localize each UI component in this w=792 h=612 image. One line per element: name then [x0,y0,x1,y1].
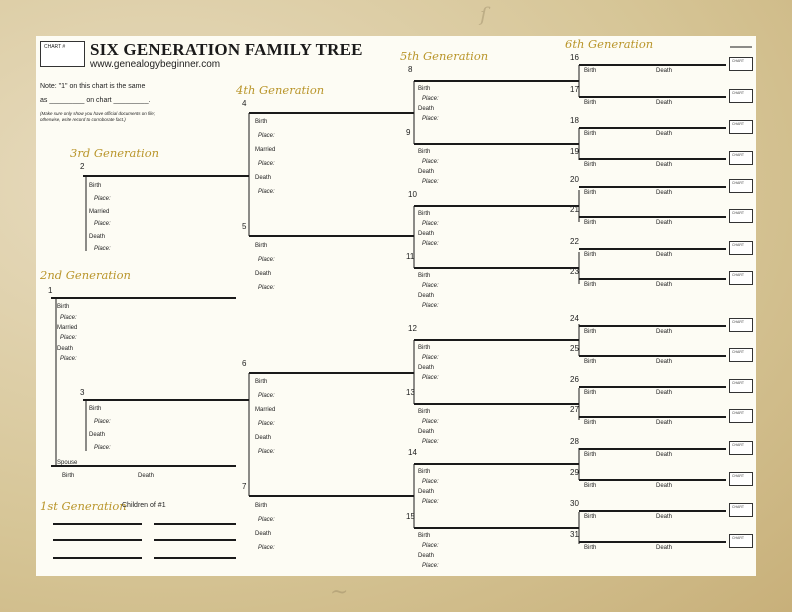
place-label: Place: [258,257,275,263]
death-label: Death [656,545,673,551]
person-number-31: 31 [570,530,579,539]
place-label: Place: [258,449,275,455]
place-label: Place: [258,161,275,167]
person-number-3: 3 [80,388,85,397]
person-number-1: 1 [48,286,53,295]
death-label: Death [255,531,272,537]
death-label: Death [418,429,435,435]
place-label: Place: [422,375,439,381]
place-label: Place: [422,283,439,289]
place-label: Place: [258,517,275,523]
place-label: Place: [422,96,439,102]
person-number-13: 13 [406,388,415,397]
chart-box-label: CHART [732,181,744,185]
death-label: Death [656,329,673,335]
place-label: Place: [94,445,111,451]
place-label: Place: [422,439,439,445]
death-label: Death [656,282,673,288]
continued-chart-box[interactable] [729,472,753,486]
birth-label: Birth [584,68,597,74]
place-label: Place: [60,356,77,362]
person-number-5: 5 [242,222,247,231]
place-label: Place: [422,241,439,247]
married-label: Married [89,209,110,215]
person-number-27: 27 [570,405,579,414]
place-label: Place: [422,419,439,425]
continued-chart-box[interactable] [729,120,753,134]
chart-box-label: CHART [732,122,744,126]
place-label: Place: [258,285,275,291]
death-label: Death [656,420,673,426]
continued-chart-box[interactable] [729,57,753,71]
death-label: Death [656,68,673,74]
birth-label: Birth [584,131,597,137]
chart-box-label: CHART [732,320,744,324]
person-number-26: 26 [570,375,579,384]
death-label: Death [89,234,106,240]
married-label: Married [255,147,276,153]
background-script: ~ [330,580,349,605]
birth-label: Birth [255,379,268,385]
death-label: Death [255,271,272,277]
birth-label: Birth [57,304,70,310]
person-number-18: 18 [570,116,579,125]
person-number-28: 28 [570,437,579,446]
chart-number-label: CHART # [44,44,66,50]
person-number-16: 16 [570,53,579,62]
birth-label: Birth [584,359,597,365]
chart-box-label: CHART [732,273,744,277]
death-label: Death [656,220,673,226]
place-label: Place: [94,419,111,425]
birth-label: Birth [584,329,597,335]
chart-box-label: CHART [732,411,744,415]
person-number-24: 24 [570,314,579,323]
website-text: www.genealogybeginner.com [90,59,221,70]
death-label: Death [418,293,435,299]
person-number-20: 20 [570,175,579,184]
person-number-21: 21 [570,205,579,214]
place-label: Place: [422,179,439,185]
continued-chart-box[interactable] [729,151,753,165]
place-label: Place: [94,246,111,252]
person-number-6: 6 [242,359,247,368]
continued-chart-box[interactable] [729,348,753,362]
chart-box-label: CHART [732,474,744,478]
birth-label: Birth [584,282,597,288]
note-fine-1: (Make sure only show you have official documents on file; [40,111,156,116]
generation-3-heading: 3rd Generation [70,146,160,160]
birth-label: Birth [62,473,75,479]
continued-chart-box[interactable] [729,318,753,332]
background-script: ſ [480,2,488,26]
person-number-2: 2 [80,162,85,171]
generation-5-heading: 5th Generation [400,49,489,63]
birth-label: Birth [584,100,597,106]
continued-chart-box[interactable] [729,409,753,423]
chart-box-label: CHART [732,243,744,247]
birth-label: Birth [584,220,597,226]
person-number-14: 14 [408,448,417,457]
place-label: Place: [422,221,439,227]
chart-box-label: CHART [732,443,744,447]
place-label: Place: [60,315,77,321]
family-tree-sheet [36,36,756,576]
continued-chart-box[interactable] [729,89,753,103]
place-label: Place: [422,116,439,122]
chart-box-label: CHART [732,91,744,95]
death-label: Death [418,106,435,112]
birth-label: Birth [584,190,597,196]
person-number-9: 9 [406,128,411,137]
place-label: Place: [422,563,439,569]
place-label: Place: [60,335,77,341]
place-label: Place: [422,303,439,309]
person-number-15: 15 [406,512,415,521]
birth-label: Birth [418,469,431,475]
death-label: Death [418,553,435,559]
generation-2-heading: 2nd Generation [40,268,131,282]
place-label: Place: [422,355,439,361]
death-label: Death [255,435,272,441]
continued-chart-box[interactable] [729,271,753,285]
death-label: Death [656,190,673,196]
birth-label: Birth [584,390,597,396]
birth-label: Birth [584,545,597,551]
married-label: Married [255,407,276,413]
place-label: Place: [258,133,275,139]
continued-chart-box[interactable] [729,209,753,223]
spouse-label: Spouse [57,460,78,466]
birth-label: Birth [255,503,268,509]
chart-box-label: CHART [732,536,744,540]
person-number-19: 19 [570,147,579,156]
married-label: Married [57,325,78,331]
birth-label: Birth [418,211,431,217]
chart-box-label: CHART [732,381,744,385]
birth-label: Birth [418,345,431,351]
continued-chart-box[interactable] [729,379,753,393]
continued-chart-box[interactable] [729,441,753,455]
person-number-12: 12 [408,324,417,333]
death-label: Death [89,432,106,438]
children-label: Children of #1 [122,502,166,509]
birth-label: Birth [584,162,597,168]
death-label: Death [656,452,673,458]
person-number-17: 17 [570,85,579,94]
person-number-22: 22 [570,237,579,246]
place-label: Place: [258,189,275,195]
page-title: SIX GENERATION FAMILY TREE [90,40,363,59]
death-label: Death [656,514,673,520]
place-label: Place: [258,545,275,551]
death-label: Death [656,390,673,396]
chart-box-label: CHART [732,211,744,215]
birth-label: Birth [255,243,268,249]
death-label: Death [418,489,435,495]
person-number-30: 30 [570,499,579,508]
death-label: Death [656,483,673,489]
place-label: Place: [258,421,275,427]
birth-label: Birth [418,409,431,415]
note-line-2: as _________ on chart _________. [40,97,151,104]
continued-chart-box[interactable] [729,503,753,517]
person-number-25: 25 [570,344,579,353]
death-label: Death [418,169,435,175]
death-label: Death [656,162,673,168]
death-label: Death [138,473,155,479]
person-number-10: 10 [408,190,417,199]
continued-chart-box[interactable] [729,179,753,193]
death-label: Death [656,252,673,258]
birth-label: Birth [89,183,102,189]
birth-label: Birth [584,252,597,258]
death-label: Death [418,365,435,371]
birth-label: Birth [584,483,597,489]
death-label: Death [57,346,74,352]
birth-label: Birth [255,119,268,125]
chart-box-label: CHART [732,59,744,63]
generation-4-heading: 4th Generation [236,83,325,97]
birth-label: Birth [418,149,431,155]
place-label: Place: [422,499,439,505]
person-number-29: 29 [570,468,579,477]
chart-box-label: CHART [732,153,744,157]
place-label: Place: [94,196,111,202]
note-fine-2: otherwise, write record to corroborate fact.) [40,117,126,122]
person-number-11: 11 [406,252,415,261]
place-label: Place: [258,393,275,399]
person-number-23: 23 [570,267,579,276]
place-label: Place: [422,543,439,549]
death-label: Death [255,175,272,181]
birth-label: Birth [418,86,431,92]
chart-box-label: CHART [732,505,744,509]
generation-6-heading: 6th Generation [565,37,654,51]
person-number-8: 8 [408,65,413,74]
birth-label: Birth [584,452,597,458]
note-line-1: Note: "1" on this chart is the same [40,83,146,90]
continued-chart-box[interactable] [729,241,753,255]
generation-1-heading: 1st Generation [40,499,127,513]
pedigree-lines [36,36,756,576]
death-label: Death [656,359,673,365]
birth-label: Birth [584,420,597,426]
birth-label: Birth [89,406,102,412]
death-label: Death [656,131,673,137]
person-number-4: 4 [242,99,247,108]
continued-chart-box[interactable] [729,534,753,548]
birth-label: Birth [584,514,597,520]
birth-label: Birth [418,533,431,539]
death-label: Death [418,231,435,237]
birth-label: Birth [418,273,431,279]
person-number-7: 7 [242,482,247,491]
chart-box-label: CHART [732,350,744,354]
place-label: Place: [422,159,439,165]
death-label: Death [656,100,673,106]
place-label: Place: [422,479,439,485]
place-label: Place: [94,221,111,227]
